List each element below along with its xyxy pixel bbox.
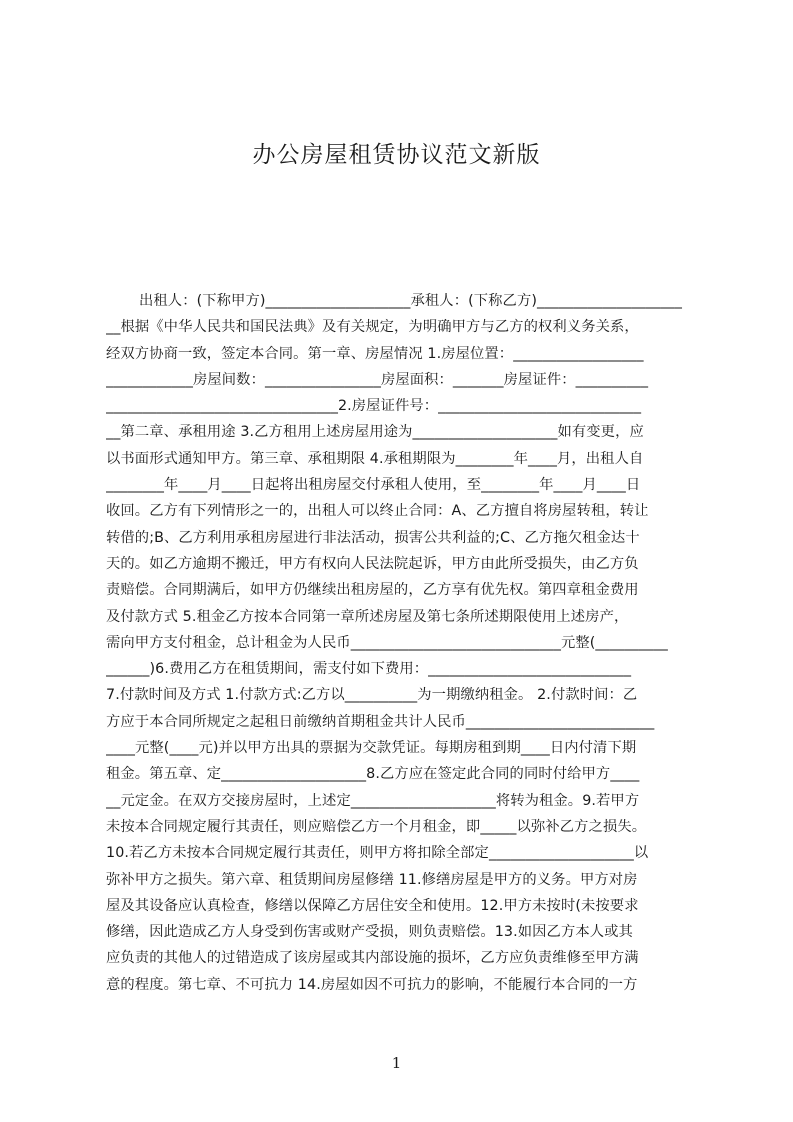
body-line: 方应于本合同所规定之起租日前缴纳首期租金共计人民币__________________________	[106, 713, 655, 730]
body-line: __根据《中华人民共和国民法典》及有关规定，为明确甲方与乙方的权利义务关系，	[106, 319, 639, 336]
body-line: 收回。乙方有下列情形之一的，出租人可以终止合同：A、乙方擅自将房屋转租，转让	[106, 503, 649, 520]
document-title: 办公房屋租赁协议范文新版	[252, 142, 541, 168]
page-number: 1	[391, 1054, 402, 1072]
body-line: 7.付款时间及方式 1.付款方式:乙方以__________为一期缴纳租金。 2.付款时间：乙	[106, 687, 638, 704]
body-line: 及付款方式 5.租金乙方按本合同第一章所述房屋及第七条所述期限使用上述房产，	[106, 608, 629, 625]
body-line: 应负责的其他人的过错造成了该房屋或其内部设施的损坏，乙方应负责维修至甲方满	[106, 950, 639, 967]
body-line: 修缮，因此造成乙方人身受到伤害或财产受损，则负责赔偿。13.如因乙方本人或其	[106, 924, 633, 941]
body-line: ____________房屋间数：________________房屋面积：_______房屋证件：__________	[106, 371, 649, 388]
body-line: ______)6.费用乙方在租赁期间，需支付如下费用：____________________________	[106, 661, 632, 678]
document-body	[106, 288, 698, 1048]
body-line: 天的。如乙方逾期不搬迁，甲方有权向人民法院起诉，甲方由此所受损失，由乙方负	[106, 555, 639, 572]
body-line: 屋及其设备应认真检查，修缮以保障乙方居住安全和使用。12.甲方未按时(未按要求	[106, 897, 639, 914]
body-line: __第二章、承租用途 3.乙方租用上述房屋用途为____________________如有变更，应	[106, 424, 644, 441]
body-line: 责赔偿。合同期满后，如甲方仍继续出租房屋的，乙方享有优先权。第四章租金费用	[106, 582, 639, 599]
body-line: ________年____月____日起将出租房屋交付承租人使用，至________年____月____日	[106, 477, 641, 494]
body-line: 经双方协商一致，签定本合同。第一章、房屋情况 1.房屋位置：__________________	[106, 345, 644, 362]
body-line: 弥补甲方之损失。第六章、租赁期间房屋修缮 11.修缮房屋是甲方的义务。甲方对房	[106, 871, 638, 888]
body-line: 转借的;B、乙方利用承租房屋进行非法活动，损害公共利益的;C、乙方拖欠租金达十	[106, 529, 640, 546]
body-line: 未按本合同规定履行其责任，则应赔偿乙方一个月租金，即_____以弥补乙方之损失。	[106, 818, 647, 835]
body-line: ________________________________2.房屋证件号：____________________________	[106, 398, 642, 415]
body-line: 以书面形式通知甲方。第三章、承租期限 4.承租期限为________年____月，出租人自	[106, 450, 644, 467]
body-line: 需向甲方支付租金，总计租金为人民币_____________________________元整(__________	[106, 634, 668, 651]
body-line: 意的程度。第七章、不可抗力 14.房屋如因不可抗力的影响，不能履行本合同的一方	[106, 976, 638, 993]
body-line: 租金。第五章、定____________________8.乙方应在签定此合同的同时付给甲方____	[106, 766, 640, 783]
body-line: 出租人：(下称甲方)____________________承租人：(下称乙方)____________________	[139, 293, 682, 309]
body-line: ____元整(____元)并以甲方出具的票据为交款凭证。每期房租到期____日内付清下期	[106, 740, 637, 757]
body-line: 10.若乙方未按本合同规定履行其责任，则甲方将扣除全部定____________________以	[106, 845, 649, 862]
body-line: __元定金。在双方交接房屋时，上述定____________________将转为租金。9.若甲方	[106, 792, 640, 809]
